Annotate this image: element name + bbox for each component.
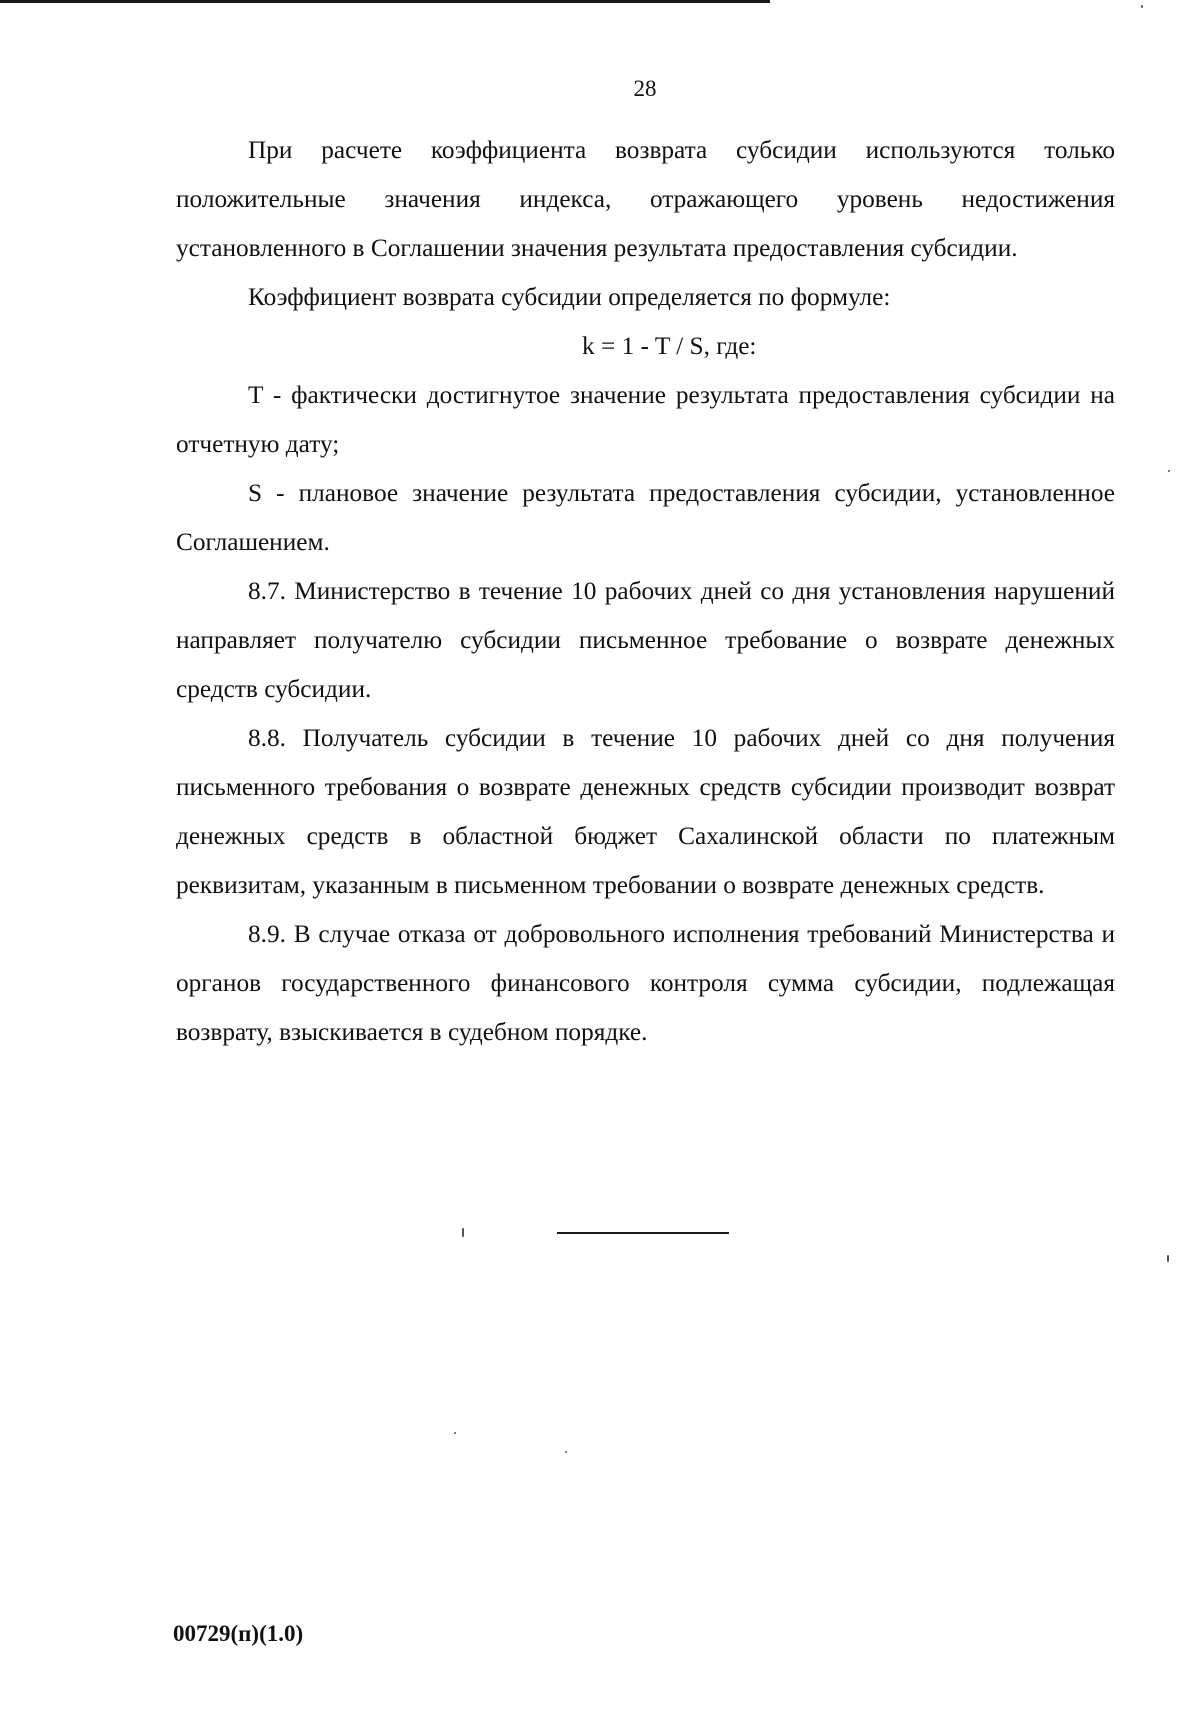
paragraph-definition-t: T - фактически достигнутое значение результата предоставления субсидии на отчетную дату;	[176, 381, 1115, 458]
scan-speck	[462, 1228, 464, 1237]
paragraph-8-9: 8.9. В случае отказа от добровольного исполнения требований Министерства и органов государственного финансового контроля сумма субсидии, подлежащая возврату, взыскивается в судебном порядке.	[176, 920, 1115, 1046]
paragraph-8-7: 8.7. Министерство в течение 10 рабочих дней со дня установления нарушений направляет получателю субсидии письменное требование о возврате денежных средств субсидии.	[176, 577, 1115, 703]
paragraph-definition-s: S - плановое значение результата предоставления субсидии, установленное Соглашением.	[176, 479, 1115, 556]
page-number: 28	[633, 76, 657, 101]
scan-speck	[1168, 470, 1170, 472]
end-separator-line	[557, 1232, 729, 1234]
paragraph-coefficient-note: При расчете коэффициента возврата субсидии используются только положительные значения индекса, отражающего уровень недостижения установленного в Соглашении значения результата предоставления субсидии.	[176, 136, 1115, 262]
scan-speck	[565, 1451, 567, 1453]
scan-speck	[1141, 5, 1143, 8]
document-code: 00729(п)(1.0)	[173, 1621, 304, 1646]
document-body	[176, 126, 1115, 1057]
top-scan-rule	[0, 0, 770, 3]
formula: k = 1 - T / S, где:	[582, 332, 757, 360]
paragraph-formula-intro: Коэффициент возврата субсидии определяется по формуле:	[248, 283, 891, 311]
scan-speck	[454, 1432, 456, 1434]
scan-speck	[1167, 1255, 1169, 1262]
paragraph-8-8: 8.8. Получатель субсидии в течение 10 рабочих дней со дня получения письменного требования о возврате денежных средств субсидии производит возврат денежных средств в областной бюджет Сахалинской области по платежным реквизитам, указанным в письменном требовании о возврате денежных средств.	[176, 724, 1115, 899]
